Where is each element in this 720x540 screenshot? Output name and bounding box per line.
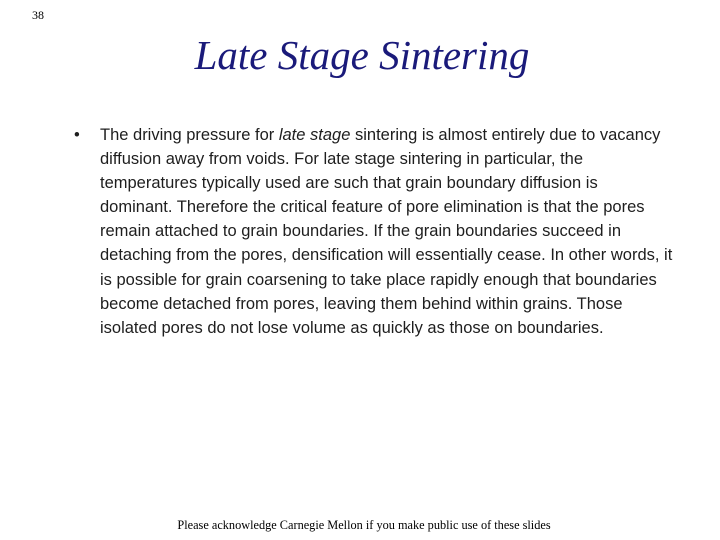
slide-number: 38 xyxy=(32,8,44,22)
slide-title: Late Stage Sintering xyxy=(194,32,530,78)
footer-note: Please acknowledge Carnegie Mellon if you make public use of these slides xyxy=(177,518,551,532)
bullet-text-part1: The driving pressure for xyxy=(100,126,279,144)
bullet-item xyxy=(74,123,674,340)
bullet-text-emphasis: late stage xyxy=(278,126,351,144)
bullet-text-part2: sintering is almost entirely due to vacancy diffusion away from voids. For late stage sintering in particular, the temperatures typically used are such that grain boundary diffusion is dominant. Therefore the critical feature of pore elimination is that the pores remain attached to grain boundaries. If the grain boundaries succeed in detaching from the pores, densification will essentially cease. In other words, it is possible for grain coarsening to take place rapidly enough that boundaries become detached from pores, leaving them behind within grains. Those isolated pores do not lose volume as quickly as those on boundaries. xyxy=(100,126,673,337)
bullet-text xyxy=(100,123,674,340)
bullet-marker: • xyxy=(74,126,80,144)
